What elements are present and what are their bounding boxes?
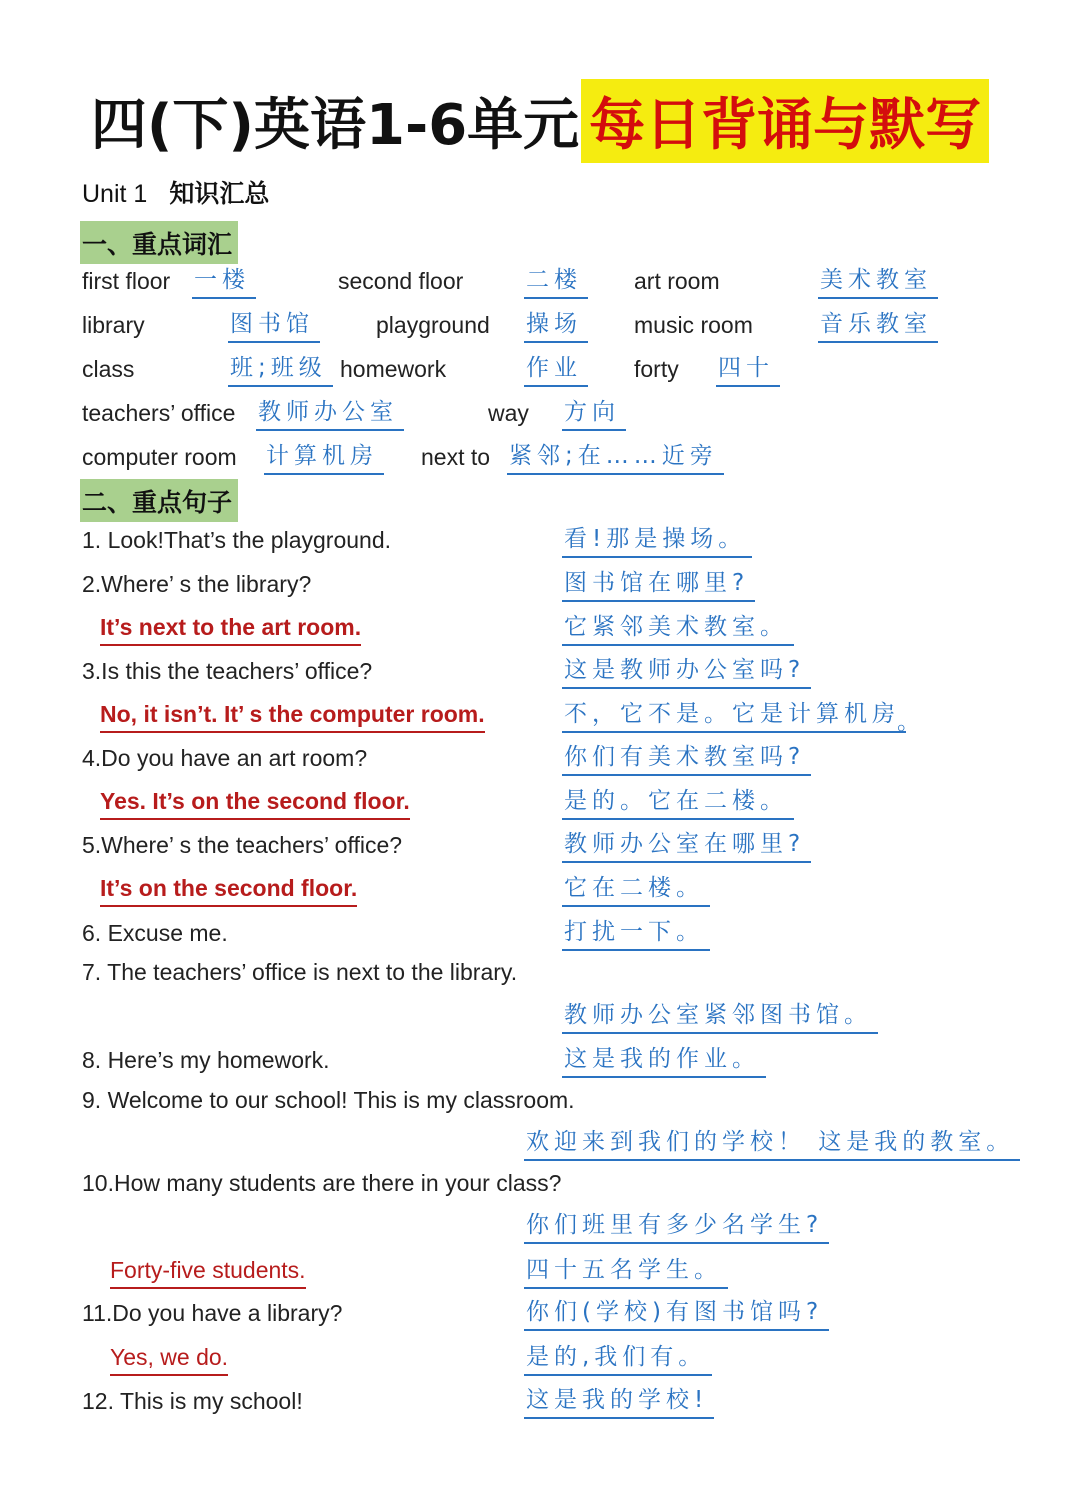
unit-subtitle: 知识汇总 xyxy=(169,180,270,208)
vocab-cn: 教师办公室 xyxy=(256,397,404,431)
answer-en: Yes. It’s on the second floor. xyxy=(100,786,410,820)
sentence-en: 5.Where’ s the teachers’ office? xyxy=(82,832,403,858)
vocab-cn: 操场 xyxy=(524,309,588,343)
vocab-cn: 一楼 xyxy=(192,265,256,299)
vocab-en: library xyxy=(82,312,145,338)
sentence-cn: 不，它不是。它是计算机房 xyxy=(562,699,906,733)
vocab-cn: 紧邻;在……近旁 xyxy=(507,441,724,475)
vocab-en: homework xyxy=(340,356,447,382)
unit-label: Unit 1 xyxy=(82,180,148,208)
sentence-cn-suffix: 。 xyxy=(897,708,920,734)
answer-en: No, it isn’t. It’ s the computer room. xyxy=(100,699,485,733)
sentence-en: 9. Welcome to our school! This is my classroom. xyxy=(82,1087,575,1113)
sentence-en: 4.Do you have an art room? xyxy=(82,745,368,771)
unit-header xyxy=(82,174,269,210)
vocab-cn: 二楼 xyxy=(524,265,588,299)
vocab-en: next to xyxy=(421,444,491,470)
vocab-en: art room xyxy=(634,268,720,294)
vocab-cn: 方向 xyxy=(562,397,626,431)
sentence-en: 11.Do you have a library? xyxy=(82,1300,343,1326)
section-sentences-heading: 二、重点句子 xyxy=(80,479,238,522)
vocab-cn: 四十 xyxy=(716,353,780,387)
vocab-en: first floor xyxy=(82,268,171,294)
title-main: 四(下)英语1-6单元 xyxy=(90,93,580,158)
answer-en: Forty-five students. xyxy=(110,1255,306,1289)
vocab-cn: 美术教室 xyxy=(818,265,938,299)
sentence-cn: 看!那是操场。 xyxy=(562,524,752,558)
vocab-en: forty xyxy=(634,356,679,382)
sentence-en: 1. Look!That’s the playground. xyxy=(82,527,392,553)
sentence-cn: 打扰一下。 xyxy=(562,917,710,951)
sentence-en: 6. Excuse me. xyxy=(82,920,228,946)
answer-en: It’s next to the art room. xyxy=(100,612,361,646)
sentence-en: 7. The teachers’ office is next to the library. xyxy=(82,959,518,985)
sentence-cn: 你们有美术教室吗? xyxy=(562,742,811,776)
answer-en: Yes, we do. xyxy=(110,1342,228,1376)
sentence-cn: 教师办公室紧邻图书馆。 xyxy=(562,1000,878,1034)
sentence-cn: 教师办公室在哪里? xyxy=(562,829,811,863)
sentence-cn: 是的。它在二楼。 xyxy=(562,786,794,820)
page-title xyxy=(0,78,1080,164)
sentence-en: 10.How many students are there in your class? xyxy=(82,1170,562,1196)
vocab-en: class xyxy=(82,356,135,382)
section-vocabulary-heading: 一、重点词汇 xyxy=(80,221,238,264)
sentence-cn: 这是我的作业。 xyxy=(562,1044,766,1078)
sentence-cn: 这是教师办公室吗? xyxy=(562,655,811,689)
title-highlight: 每日背诵与默写 xyxy=(581,79,989,163)
sentence-cn: 这是我的学校! xyxy=(524,1385,714,1419)
vocab-cn: 作业 xyxy=(524,353,588,387)
sentence-cn: 欢迎来到我们的学校！ 这是我的教室。 xyxy=(524,1127,1020,1161)
sentence-cn: 它紧邻美术教室。 xyxy=(562,612,794,646)
vocab-en: music room xyxy=(634,312,753,338)
sentence-en: 8. Here’s my homework. xyxy=(82,1047,330,1073)
vocab-en: playground xyxy=(376,312,490,338)
vocab-cn: 图书馆 xyxy=(228,309,320,343)
sentence-en: 3.Is this the teachers’ office? xyxy=(82,658,373,684)
sentence-cn: 图书馆在哪里? xyxy=(562,568,755,602)
sentence-en: 2.Where’ s the library? xyxy=(82,571,312,597)
sentence-cn: 它在二楼。 xyxy=(562,873,710,907)
vocab-cn: 班;班级 xyxy=(228,353,333,387)
sentence-cn: 你们班里有多少名学生? xyxy=(524,1210,829,1244)
vocab-en: way xyxy=(488,400,529,426)
sentence-en: 12. This is my school! xyxy=(82,1388,303,1414)
vocab-en: teachers’ office xyxy=(82,400,236,426)
sentence-cn: 是的,我们有。 xyxy=(524,1342,712,1376)
vocab-cn: 计算机房 xyxy=(264,441,384,475)
vocab-en: second floor xyxy=(338,268,464,294)
answer-en: It’s on the second floor. xyxy=(100,873,357,907)
vocab-en: computer room xyxy=(82,444,237,470)
sentence-cn: 你们(学校)有图书馆吗? xyxy=(524,1297,829,1331)
vocab-cn: 音乐教室 xyxy=(818,309,938,343)
sentence-cn: 四十五名学生。 xyxy=(524,1255,728,1289)
